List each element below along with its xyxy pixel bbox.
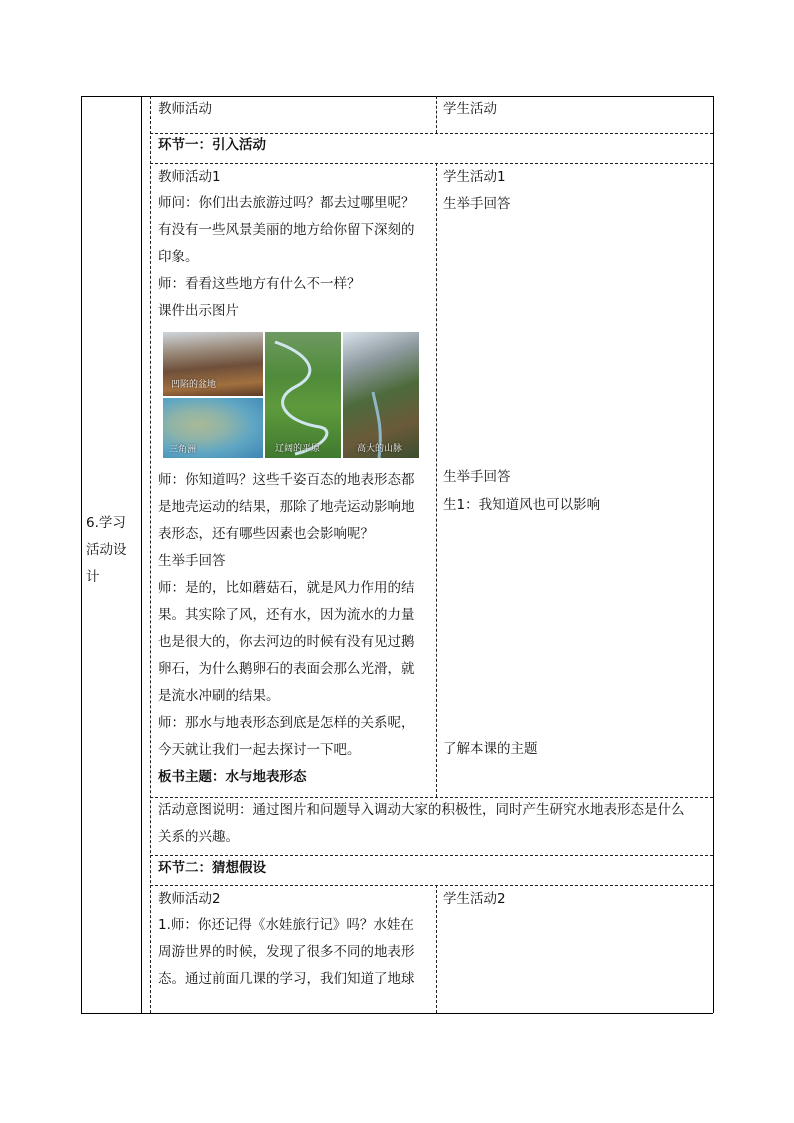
text-line: 课件出示图片 xyxy=(158,303,239,319)
text-line: 师：那水与地表形态到底是怎样的关系呢， xyxy=(158,715,415,731)
student-activity2-heading: 学生活动2 xyxy=(443,891,506,907)
table-bottom-border xyxy=(81,1013,713,1014)
section2-title: 环节二：猜想假设 xyxy=(158,860,266,876)
text-line: 果。其实除了风，还有水，因为流水的力量 xyxy=(158,607,415,623)
text-line: 是地壳运动的结果，那除了地壳运动影响地 xyxy=(158,499,415,515)
teacher-activity1-heading: 教师活动1 xyxy=(158,169,221,185)
plain-photo xyxy=(265,332,341,458)
activity-intent xyxy=(158,797,708,851)
column-divider-header xyxy=(436,96,437,133)
river-curve xyxy=(265,332,341,458)
text-line: 师：看看这些地方有什么不一样？ xyxy=(158,276,361,292)
student-answer-2: 生举手回答 xyxy=(443,469,511,485)
text-line: 1.师：你还记得《水娃旅行记》吗？水娃在 xyxy=(158,917,414,933)
caption-mountain: 高大的山脉 xyxy=(357,444,403,454)
text-line: 今天就让我们一起去探讨一下吧。 xyxy=(158,742,361,758)
teacher-activity1-text2 xyxy=(158,467,430,791)
rule-after-section1-title xyxy=(150,163,713,164)
label-column-divider xyxy=(141,96,142,1013)
student-activity1-heading: 学生活动1 xyxy=(443,169,506,185)
text-line: 印象。 xyxy=(158,249,199,265)
table-right-border xyxy=(713,96,714,1013)
landform-photo-collage xyxy=(163,332,419,458)
text-line: 关系的兴趣。 xyxy=(158,829,239,845)
text-line: 有没有一些风景美丽的地方给你留下深刻的 xyxy=(158,222,415,238)
teacher-activity2-text xyxy=(158,912,430,993)
teacher-activity1-text xyxy=(158,190,430,325)
inner-left-border xyxy=(150,96,151,1013)
header-teacher: 教师活动 xyxy=(158,101,212,117)
text-line: 表形态，还有哪些因素也会影响呢？ xyxy=(158,526,374,542)
text-line: 态。通过前面几课的学习，我们知道了地球 xyxy=(158,971,415,987)
text-line: 师：是的，比如蘑菇石，就是风力作用的结 xyxy=(158,580,415,596)
student-answer-3: 生1：我知道风也可以影响 xyxy=(443,497,601,513)
column-divider-activity1 xyxy=(436,163,437,797)
caption-plain: 辽阔的平原 xyxy=(275,444,321,454)
mountain-photo xyxy=(343,332,419,458)
text-line: 也是很大的，你去河边的时候有没有见过鹅 xyxy=(158,634,415,650)
text-line: 活动意图说明：通过图片和问题导入调动大家的积极性，同时产生研究水地表形态是什么 xyxy=(158,802,685,818)
text-line: 是流水冲刷的结果。 xyxy=(158,688,280,704)
board-title: 板书主题：水与地表形态 xyxy=(158,769,307,785)
student-answer-4: 了解本课的主题 xyxy=(443,741,538,757)
text-line: 生举手回答 xyxy=(158,553,226,569)
delta-photo xyxy=(163,398,263,458)
left-label-cell xyxy=(86,510,136,591)
basin-photo xyxy=(163,332,263,396)
text-line: 卵石，为什么鹅卵石的表面会那么光滑，就 xyxy=(158,661,415,677)
header-student: 学生活动 xyxy=(443,101,497,117)
column-divider-activity2 xyxy=(436,885,437,1013)
text-line: 周游世界的时候，发现了很多不同的地表形 xyxy=(158,944,415,960)
rule-after-section2-title xyxy=(150,885,713,886)
left-label: 6.学习活动设计 xyxy=(86,515,127,585)
caption-delta: 三角洲 xyxy=(169,445,197,455)
text-line: 师问：你们出去旅游过吗？都去过哪里呢？ xyxy=(158,195,415,211)
section1-title: 环节一：引入活动 xyxy=(158,137,266,153)
table-left-border xyxy=(81,96,82,1013)
mountain-river xyxy=(343,332,419,458)
student-answer-1: 生举手回答 xyxy=(443,196,511,212)
teacher-activity2-heading: 教师活动2 xyxy=(158,891,221,907)
text-line: 师：你知道吗？这些千姿百态的地表形态都 xyxy=(158,472,415,488)
caption-basin: 凹陷的盆地 xyxy=(171,380,217,390)
